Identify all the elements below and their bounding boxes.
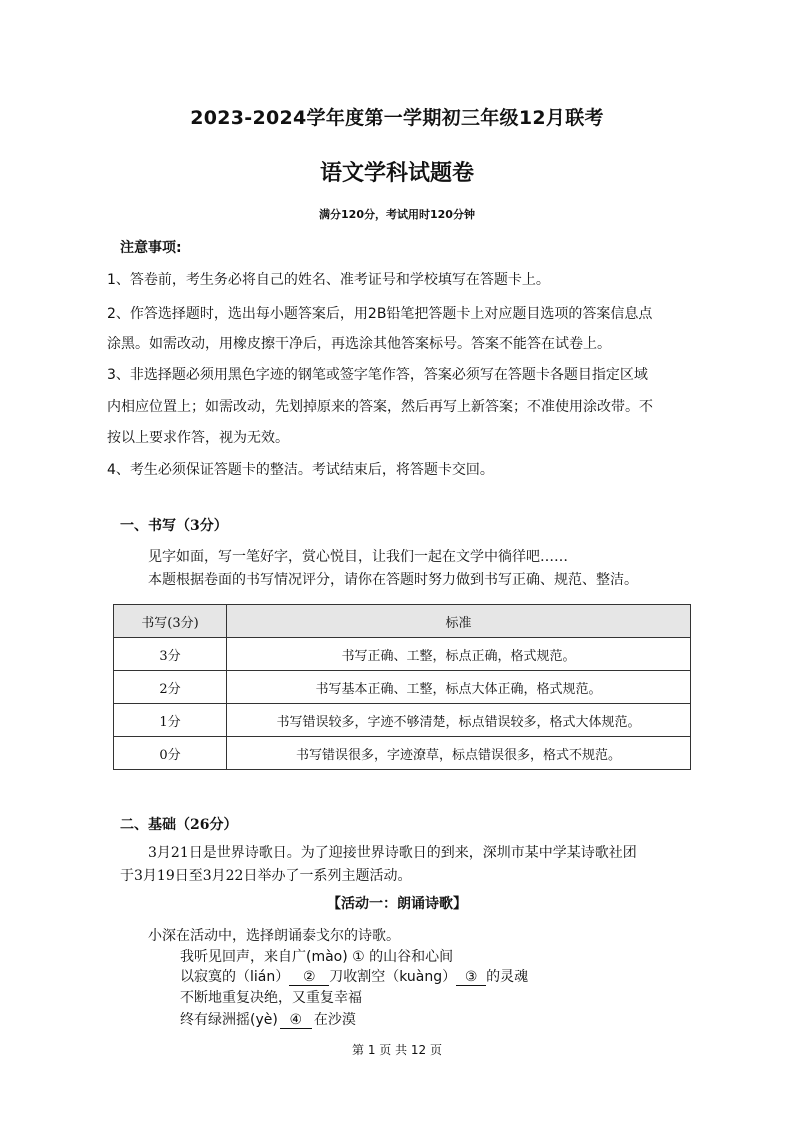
poem-line: 我听见回声，来自广(mào) ① 的山谷和心间 — [180, 949, 454, 965]
table-header-cell: 标准 — [227, 605, 691, 638]
notice-line: 按以上要求作答，视为无效。 — [107, 430, 289, 446]
exam-title: 2023-2024学年度第一学期初三年级12月联考 — [190, 107, 604, 129]
table-row — [114, 737, 691, 770]
section2-paragraph: 3月21日是世界诗歌日。为了迎接世界诗歌日的到来，深圳市某中学某诗歌社团 — [148, 845, 637, 861]
poem-text: 刀收割空（kuàng） — [329, 969, 457, 985]
poem-text: 以寂寞的（lián） — [180, 969, 290, 985]
table-cell-score: 1分 — [114, 704, 227, 737]
table-cell-criteria: 书写正确、工整，标点正确，格式规范。 — [227, 638, 691, 671]
scoring-table — [113, 604, 691, 770]
page-footer: 第 1 页 共 12 页 — [352, 1043, 442, 1057]
notice-line: 1、答卷前，考生务必将自己的姓名、准考证号和学校填写在答题卡上。 — [107, 272, 550, 288]
notice-line: 内相应位置上；如需改动，先划掉原来的答案，然后再写上新答案；不准使用涂改带。不 — [107, 399, 653, 415]
blank-4: ④ — [280, 1012, 312, 1029]
poem-text: 的灵魂 — [486, 969, 529, 985]
blank-3: ③ — [456, 969, 486, 986]
table-cell-score: 2分 — [114, 671, 227, 704]
activity-heading: 【活动一：朗诵诗歌】 — [327, 896, 467, 912]
poem-line — [180, 966, 528, 986]
section1-instruction: 本题根据卷面的书写情况评分，请你在答题时努力做到书写正确、规范、整洁。 — [148, 572, 638, 588]
table-header-cell: 书写(3分) — [114, 605, 227, 638]
notice-line: 3、非选择题必须用黑色字迹的钢笔或签字笔作答，答案必须写在答题卡各题目指定区域 — [107, 367, 648, 383]
table-cell-criteria: 书写错误较多，字迹不够清楚，标点错误较多，格式大体规范。 — [227, 704, 691, 737]
table-cell-score: 0分 — [114, 737, 227, 770]
blank-2: ② — [289, 969, 329, 986]
poem-text: 在沙漠 — [313, 1012, 356, 1028]
notice-heading: 注意事项: — [120, 240, 182, 256]
notice-line: 2、作答选择题时，选出每小题答案后，用2B铅笔把答题卡上对应题目选项的答案信息点 — [107, 306, 653, 322]
section2-paragraph: 于3月19日至3月22日举办了一系列主题活动。 — [120, 868, 412, 884]
table-cell-criteria: 书写错误很多，字迹潦草，标点错误很多，格式不规范。 — [227, 737, 691, 770]
table-cell-score: 3分 — [114, 638, 227, 671]
section1-intro: 见字如面，写一笔好字，赏心悦目，让我们一起在文学中徜徉吧…… — [148, 549, 568, 565]
notice-line: 涂黑。如需改动，用橡皮擦干净后，再选涂其他答案标号。答案不能答在试卷上。 — [107, 336, 611, 352]
table-cell-criteria: 书写基本正确、工整，标点大体正确，格式规范。 — [227, 671, 691, 704]
table-row — [114, 704, 691, 737]
activity-lead: 小深在活动中，选择朗诵泰戈尔的诗歌。 — [148, 928, 400, 944]
table-row — [114, 638, 691, 671]
section2-heading: 二、基础（26分） — [120, 817, 238, 833]
subject-title: 语文学科试题卷 — [319, 161, 474, 186]
table-row — [114, 671, 691, 704]
poem-line — [180, 1009, 356, 1029]
exam-subtitle: 满分120分，考试用时120分钟 — [319, 208, 475, 221]
poem-text: 终有绿洲摇(yè) — [180, 1012, 278, 1028]
poem-line: 不断地重复决绝，又重复幸福 — [180, 990, 362, 1006]
table-header-row — [114, 605, 691, 638]
section1-heading: 一、书写（3分） — [120, 518, 228, 534]
notice-line: 4、考生必须保证答题卡的整洁。考试结束后，将答题卡交回。 — [107, 462, 494, 478]
